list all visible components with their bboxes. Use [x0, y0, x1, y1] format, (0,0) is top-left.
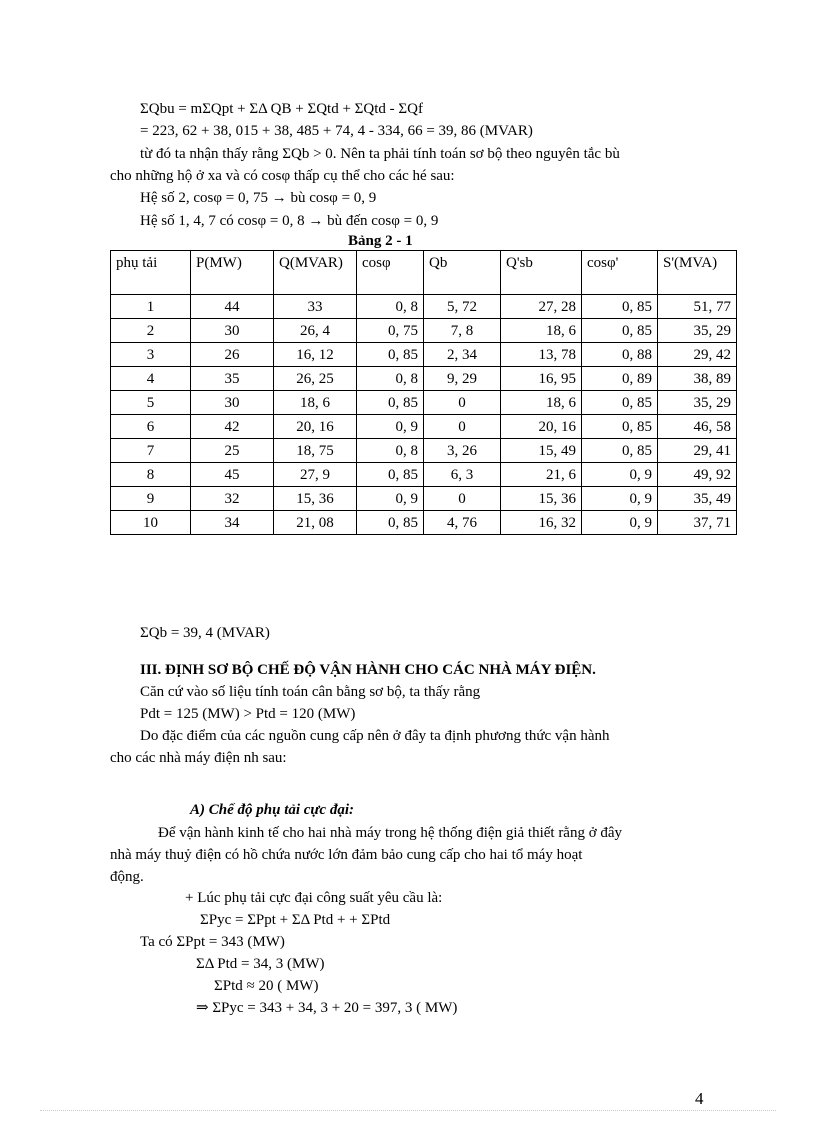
header-cell: Qb	[424, 251, 501, 295]
table-row	[111, 439, 737, 463]
paragraph-line: động.	[110, 869, 144, 885]
table-cell: 37, 71	[658, 511, 737, 535]
formula-qbu: ΣQbu = mΣQpt + ΣΔ QB + ΣQtd + ΣQtd - ΣQf	[140, 101, 423, 117]
table-cell: 20, 16	[501, 415, 582, 439]
subsection-heading: A) Chế độ phụ tải cực đại:	[190, 802, 354, 818]
table-cell: 6, 3	[424, 463, 501, 487]
footer-divider	[40, 1110, 776, 1111]
table-cell: 27, 9	[274, 463, 357, 487]
table-cell: 0, 85	[357, 391, 424, 415]
table-cell: 26, 25	[274, 367, 357, 391]
table-row	[111, 487, 737, 511]
table-cell: 8	[111, 463, 191, 487]
table-row	[111, 367, 737, 391]
table-row	[111, 343, 737, 367]
table-cell: 3	[111, 343, 191, 367]
table-cell: 46, 58	[658, 415, 737, 439]
paragraph-line: + Lúc phụ tải cực đại công suất yêu cầu là:	[185, 890, 443, 906]
paragraph-line: từ đó ta nhận thấy rằng ΣQb > 0. Nên ta phải tính toán sơ bộ theo nguyên tắc bù	[140, 146, 620, 162]
table-cell: 4, 76	[424, 511, 501, 535]
table-cell: 5	[111, 391, 191, 415]
table-cell: 34	[191, 511, 274, 535]
table-cell: 21, 6	[501, 463, 582, 487]
table-cell: 42	[191, 415, 274, 439]
table-cell: 38, 89	[658, 367, 737, 391]
paragraph-line: cho những hộ ở xa và có cosφ thấp cụ thể cho các hé sau:	[110, 168, 455, 184]
table-cell: 45	[191, 463, 274, 487]
table-cell: 35, 29	[658, 319, 737, 343]
table-row	[111, 511, 737, 535]
table-cell: 9	[111, 487, 191, 511]
table-cell: 0	[424, 415, 501, 439]
header-cell: Q'sb	[501, 251, 582, 295]
table-row	[111, 295, 737, 319]
table-cell: 18, 75	[274, 439, 357, 463]
table-cell: 15, 36	[501, 487, 582, 511]
table-cell: 0, 9	[582, 511, 658, 535]
formula-line: ΣΔ Ptd = 34, 3 (MW)	[196, 956, 325, 972]
formula-line: ΣPtd ≈ 20 ( MW)	[214, 978, 319, 994]
load-table	[110, 250, 737, 535]
table-cell: 25	[191, 439, 274, 463]
table-cell: 0, 8	[357, 367, 424, 391]
table-cell: 26, 4	[274, 319, 357, 343]
table-cell: 30	[191, 391, 274, 415]
table-cell: 2	[111, 319, 191, 343]
table-cell: 0, 8	[357, 439, 424, 463]
table-cell: 7	[111, 439, 191, 463]
table-cell: 29, 42	[658, 343, 737, 367]
header-cell: cosφ	[357, 251, 424, 295]
table-cell: 3, 26	[424, 439, 501, 463]
table-cell: 0, 85	[357, 343, 424, 367]
paragraph-line: cho các nhà máy điện nh sau:	[110, 750, 287, 766]
table-cell: 0, 85	[582, 295, 658, 319]
table-cell: 0, 9	[582, 487, 658, 511]
table-cell: 0	[424, 487, 501, 511]
table-cell: 20, 16	[274, 415, 357, 439]
table-cell: 0, 75	[357, 319, 424, 343]
header-cell: Q(MVAR)	[274, 251, 357, 295]
table-cell: 27, 28	[501, 295, 582, 319]
page-number: 4	[695, 1089, 704, 1108]
table-cell: 30	[191, 319, 274, 343]
table-cell: 35, 49	[658, 487, 737, 511]
table-cell: 15, 36	[274, 487, 357, 511]
table-caption: Bảng 2 - 1	[348, 233, 413, 249]
table-cell: 0, 8	[357, 295, 424, 319]
compensation-rule: Hệ số 2, cosφ = 0, 75 → bù cosφ = 0, 9	[140, 190, 377, 206]
table-cell: 49, 92	[658, 463, 737, 487]
table-cell: 9, 29	[424, 367, 501, 391]
table-cell: 44	[191, 295, 274, 319]
table-cell: 26	[191, 343, 274, 367]
table-cell: 5, 72	[424, 295, 501, 319]
table-cell: 51, 77	[658, 295, 737, 319]
table-cell: 0, 85	[357, 511, 424, 535]
table-cell: 0, 85	[582, 415, 658, 439]
table-cell: 0, 85	[582, 391, 658, 415]
table-cell: 0, 9	[582, 463, 658, 487]
formula-line: ΣPyc = ΣPpt + ΣΔ Ptd + + ΣPtd	[200, 912, 391, 928]
table-cell: 16, 95	[501, 367, 582, 391]
header-cell: cosφ'	[582, 251, 658, 295]
section-heading: III. ĐỊNH SƠ BỘ CHẾ ĐỘ VẬN HÀNH CHO CÁC NHÀ MÁY ĐIỆN.	[140, 662, 596, 678]
table-cell: 6	[111, 415, 191, 439]
header-cell: S'(MVA)	[658, 251, 737, 295]
paragraph-line: Để vận hành kinh tế cho hai nhà máy trong hệ thống điện giả thiết rằng ở đây	[158, 825, 623, 841]
table-cell: 0	[424, 391, 501, 415]
table-row	[111, 415, 737, 439]
table-cell: 10	[111, 511, 191, 535]
table-cell: 15, 49	[501, 439, 582, 463]
table-cell: 18, 6	[274, 391, 357, 415]
table-cell: 0, 9	[357, 487, 424, 511]
table-cell: 0, 9	[357, 415, 424, 439]
table-cell: 0, 89	[582, 367, 658, 391]
table-cell: 18, 6	[501, 319, 582, 343]
table-cell: 18, 6	[501, 391, 582, 415]
compensation-rule: Hệ số 1, 4, 7 có cosφ = 0, 8 → bù đến cosφ = 0, 9	[140, 213, 439, 229]
paragraph-line: Pdt = 125 (MW) > Ptd = 120 (MW)	[140, 706, 356, 722]
table-cell: 4	[111, 367, 191, 391]
table-cell: 35, 29	[658, 391, 737, 415]
table-row	[111, 319, 737, 343]
table-row	[111, 391, 737, 415]
formula-result: = 223, 62 + 38, 015 + 38, 485 + 74, 4 - 334, 66 = 39, 86 (MVAR)	[140, 123, 533, 139]
table-cell: 0, 85	[582, 439, 658, 463]
paragraph-line: nhà máy thuỷ điện có hồ chứa nước lớn đảm bảo cung cấp cho hai tổ máy hoạt	[110, 847, 583, 863]
formula-line: ⇒ ΣPyc = 343 + 34, 3 + 20 = 397, 3 ( MW)	[196, 1000, 458, 1016]
header-cell: phụ tải	[111, 251, 191, 295]
table-header-row	[111, 251, 737, 295]
table-row	[111, 463, 737, 487]
header-cell: P(MW)	[191, 251, 274, 295]
table-cell: 0, 85	[582, 319, 658, 343]
total-qb: ΣQb = 39, 4 (MVAR)	[140, 625, 270, 641]
table-cell: 32	[191, 487, 274, 511]
table-cell: 1	[111, 295, 191, 319]
table-cell: 7, 8	[424, 319, 501, 343]
table-cell: 0, 88	[582, 343, 658, 367]
table-cell: 2, 34	[424, 343, 501, 367]
table-cell: 16, 12	[274, 343, 357, 367]
table-body	[111, 295, 737, 535]
table-cell: 13, 78	[501, 343, 582, 367]
table-cell: 33	[274, 295, 357, 319]
table-cell: 16, 32	[501, 511, 582, 535]
table-cell: 29, 41	[658, 439, 737, 463]
table-cell: 35	[191, 367, 274, 391]
paragraph-line: Do đặc điểm của các nguồn cung cấp nên ở đây ta định phương thức vận hành	[140, 728, 610, 744]
table-cell: 21, 08	[274, 511, 357, 535]
table-cell: 0, 85	[357, 463, 424, 487]
formula-line: Ta có ΣPpt = 343 (MW)	[140, 934, 285, 950]
paragraph-line: Căn cứ vào số liệu tính toán cân bằng sơ bộ, ta thấy rằng	[140, 684, 481, 700]
